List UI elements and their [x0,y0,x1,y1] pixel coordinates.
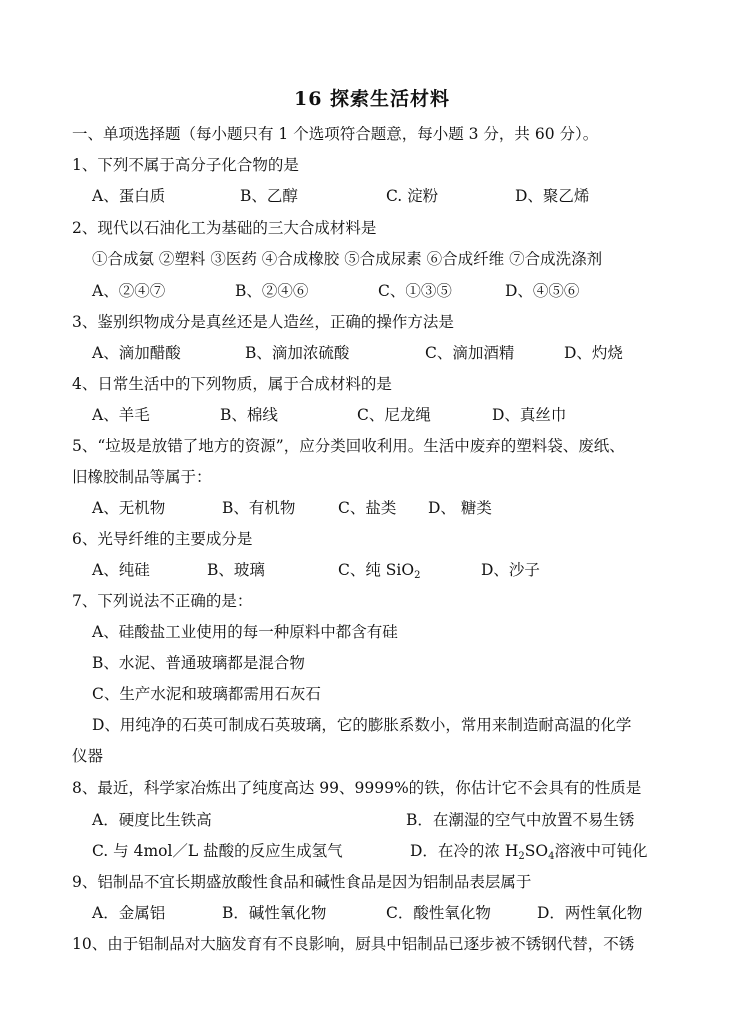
section-heading: 一、单项选择题（每小题只有 1 个选项符合题意，每小题 3 分，共 60 分）。 [72,125,599,143]
question-6-option-c-subscript: 2 [414,570,421,581]
question-7-stem: 7、下列说法不正确的是： [72,592,253,610]
question-3-option-c: C、滴加酒精 [425,344,515,362]
question-5-option-a: A、无机物 [92,499,166,517]
question-9-option-c: C．酸性氧化物 [386,904,491,922]
question-6-option-c [338,560,420,586]
question-4-option-c: C、尼龙绳 [357,406,431,424]
question-2-option-c: C、①③⑤ [378,282,452,300]
question-6-option-a: A、纯硅 [92,561,150,579]
question-1-option-a: A、蛋白质 [92,187,166,205]
question-8-option-d-subscript-1: 2 [518,851,525,862]
question-8-option-d-text-1: D．在冷的浓 H [410,842,519,860]
question-2-stem: 2、现代以石油化工为基础的三大合成材料是 [72,219,377,237]
question-3-option-b: B、滴加浓硫酸 [245,344,350,362]
question-4-option-a: A、羊毛 [92,406,150,424]
question-4-option-d: D、真丝巾 [492,406,567,424]
question-8-option-b: B．在潮湿的空气中放置不易生锈 [406,811,635,829]
question-8-option-d-text-2: SO [524,842,549,860]
question-5-option-c: C、盐类 [338,499,397,517]
question-7-option-d-line-2: 仪器 [72,747,104,765]
question-7-option-c: C、生产水泥和玻璃都需用石灰石 [92,685,321,703]
question-7-option-b: B、水泥、普通玻璃都是混合物 [92,654,305,672]
question-4-stem: 4、日常生活中的下列物质，属于合成材料的是 [72,375,392,393]
question-4-option-b: B、棉线 [220,406,278,424]
question-6-option-b: B、玻璃 [207,561,265,579]
question-9-stem: 9、铝制品不宜长期盛放酸性食品和碱性食品是因为铝制品表层属于 [72,873,532,891]
question-8-option-d-text-3: 溶液中可钝化 [554,842,648,860]
question-5-option-b: B、有机物 [222,499,296,517]
question-6-option-c-text: C、纯 SiO [338,561,415,579]
question-8-stem: 8、最近，科学家冶炼出了纯度高达 99、9999%的铁，你估计它不会具有的性质是 [72,779,642,797]
question-5-stem-line-2: 旧橡胶制品等属于： [72,468,212,486]
question-1-stem: 1、下列不属于高分子化合物的是 [72,156,299,174]
question-8-option-d-subscript-2: 4 [548,851,555,862]
question-1-option-d: D、聚乙烯 [515,187,590,205]
question-3-stem: 3、鉴别织物成分是真丝还是人造丝，正确的操作方法是 [72,313,454,331]
question-5-stem-line-1: 5、“垃圾是放错了地方的资源”，应分类回收利用。生活中废弃的塑料袋、废纸、 [72,437,625,455]
question-1-option-b: B、乙醇 [240,187,298,205]
question-8-option-c: C. 与 4mol／L 盐酸的反应生成氢气 [92,842,343,860]
question-9-option-d: D．两性氧化物 [537,904,643,922]
question-5-option-d: D、 糖类 [428,499,492,517]
question-2-items: ①合成氨 ②塑料 ③医药 ④合成橡胶 ⑤合成尿素 ⑥合成纤维 ⑦合成洗涤剂 [92,250,603,268]
question-3-option-d: D、灼烧 [564,344,623,362]
question-8-option-a: A．硬度比生铁高 [92,811,212,829]
question-2-option-d: D、④⑤⑥ [505,282,580,300]
question-7-option-a: A、硅酸盐工业使用的每一种原料中都含有硅 [92,623,398,641]
question-10-stem: 10、由于铝制品对大脑发育有不良影响，厨具中铝制品已逐步被不锈钢代替，不锈 [72,935,635,953]
question-7-option-d-line-1: D、用纯净的石英可制成石英玻璃，它的膨胀系数小，常用来制造耐高温的化学 [92,716,632,734]
page-title: 16 探索生活材料 [293,88,451,110]
question-6-option-d: D、沙子 [481,561,540,579]
question-2-option-a: A、②④⑦ [92,282,166,300]
question-9-option-b: B．碱性氧化物 [222,904,327,922]
question-2-option-b: B、②④⑥ [235,282,309,300]
question-3-option-a: A、滴加醋酸 [92,344,181,362]
question-8-option-d [410,841,647,867]
question-1-option-c: C. 淀粉 [386,187,439,205]
question-6-stem: 6、光导纤维的主要成分是 [72,530,253,548]
question-9-option-a: A．金属铝 [92,904,166,922]
